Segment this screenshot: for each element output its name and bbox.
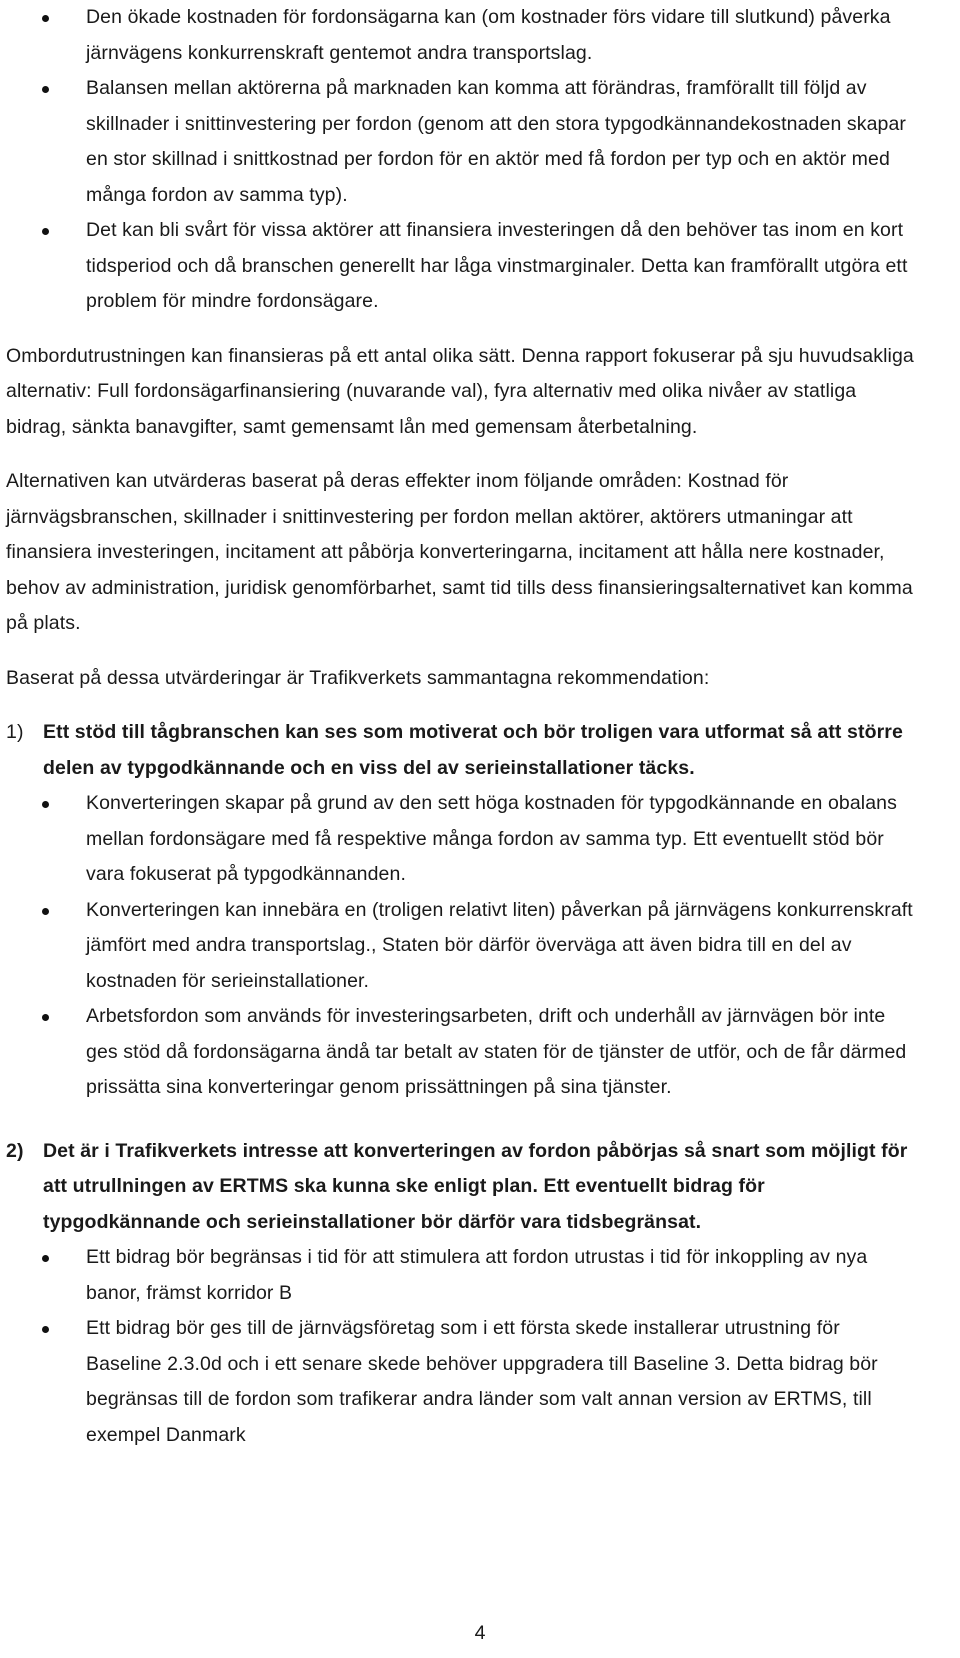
recommendation-bullets bbox=[6, 1240, 920, 1453]
bullet-icon bbox=[42, 1255, 49, 1262]
list-item-text: Konverteringen skapar på grund av den sett höga kostnaden för typgodkännande en obalans mellan fordonsägare med få respektive många fordon av samma typ. Ett eventuellt stöd bör vara fokuserat på typgodkännanden. bbox=[86, 792, 897, 885]
recommendation-number: 1) bbox=[6, 721, 24, 743]
list-item bbox=[6, 213, 920, 320]
paragraph-financing-lead: Ombordutrustningen kan finansieras på ett antal olika sätt. bbox=[6, 344, 516, 367]
list-item-text: Arbetsfordon som används för investeringsarbeten, drift och underhåll av järnvägen bör inte ges stöd då fordonsägarna ändå tar betalt av staten för de tjänster de utför, och de får därmed prissätta sina konverteringar genom prissättningen på sina tjänster. bbox=[86, 1005, 907, 1098]
list-item-text: Balansen mellan aktörerna på marknaden kan komma att förändras, framförallt till följd av skillnader i snittinvestering per fordon (genom att den stora typgodkännandekostnaden skapar en stor skillnad i snittkostnad per fordon för en aktör med få fordon per typ och en aktör med många fordon av samma typ). bbox=[86, 77, 907, 206]
bullet-icon bbox=[42, 15, 49, 22]
bullet-icon bbox=[42, 86, 49, 93]
recommendation-2 bbox=[6, 1134, 920, 1454]
bullet-icon bbox=[42, 801, 49, 808]
list-item-text: Ett bidrag bör ges till de järnvägsföretag som i ett första skede installerar utrustning för Baseline 2.3.0d och i ett senare skede behöver uppgradera till Baseline 3. Detta bidrag bör begränsas till de fordon som trafikerar andra länder som valt annan version av ERTMS, till exempel Danmark bbox=[86, 1317, 878, 1446]
recommendation-heading-text: Ett stöd till tågbranschen kan ses som motiverat och bör troligen vara utformat så att större delen av typgodkännande och en viss del av serieinstallationer täcks. bbox=[43, 721, 903, 779]
paragraph-financing-rest: Denna rapport fokuserar på sju huvudsakliga alternativ: Full fordonsägarfinansiering (nuvarande val), fyra alternativ med olika nivåer av statliga bidrag, sänkta banavgifter, samt gemensamt lån med gemensam återbetalning. bbox=[6, 344, 914, 438]
list-item bbox=[6, 1240, 920, 1311]
recommendation-bullets bbox=[6, 786, 920, 1106]
recommendation-heading-text: Det är i Trafikverkets intresse att konverteringen av fordon påbörjas så snart som möjligt för att utrullningen av ERTMS ska kunna ske enligt plan. Ett eventuellt bidrag för typgodkännande och serieinstallationer bör därför vara tidsbegränsat. bbox=[43, 1139, 908, 1233]
recommendation-1 bbox=[6, 715, 920, 1106]
paragraph-financing bbox=[6, 339, 920, 446]
list-item bbox=[6, 71, 920, 213]
bullet-icon bbox=[42, 1014, 49, 1021]
recommendation-number: 2) bbox=[6, 1139, 24, 1162]
list-item-text: Det kan bli svårt för vissa aktörer att finansiera investeringen då den behöver tas inom en kort tidsperiod och då branschen generellt har låga vinstmarginaler. Detta kan framförallt utgöra ett problem för mindre fordonsägare. bbox=[86, 219, 908, 312]
page-number: 4 bbox=[474, 1622, 486, 1644]
list-item bbox=[6, 893, 920, 1000]
bullet-icon bbox=[42, 908, 49, 915]
bullet-icon bbox=[42, 1326, 49, 1333]
recommendation-heading bbox=[6, 1134, 920, 1241]
paragraph-evaluation: Alternativen kan utvärderas baserat på deras effekter inom följande områden: Kostnad för järnvägsbranschen, skillnader i snittinvestering per fordon mellan aktörer, aktörers utmaningar att finansiera investeringen, incitament att påbörja konverteringarna, incitament att hålla nere kostnader, behov av administration, juridisk genomförbarhet, samt tid tills dess finansieringsalternativet kan komma på plats. bbox=[6, 470, 913, 634]
bullet-list-intro bbox=[6, 0, 920, 320]
list-item bbox=[6, 786, 920, 893]
bullet-icon bbox=[42, 228, 49, 235]
list-item-text: Den ökade kostnaden för fordonsägarna kan (om kostnader förs vidare till slutkund) påverka järnvägens konkurrenskraft gentemot andra transportslag. bbox=[86, 6, 891, 64]
list-item-text: Ett bidrag bör begränsas i tid för att stimulera att fordon utrustas i tid för inkoppling av nya banor, främst korridor B bbox=[86, 1246, 868, 1304]
list-item bbox=[6, 1311, 920, 1453]
recommendation-heading bbox=[6, 715, 920, 786]
list-item-text: Konverteringen kan innebära en (troligen relativt liten) påverkan på järnvägens konkurrenskraft jämfört med andra transportslag., Staten bör därför överväga att även bidra till en del av kostnaden för serieinstallationer. bbox=[86, 898, 913, 992]
paragraph-recommendation-intro: Baserat på dessa utvärderingar är Trafikverkets sammantagna rekommendation: bbox=[6, 666, 710, 689]
list-item bbox=[6, 0, 920, 71]
list-item bbox=[6, 999, 920, 1106]
